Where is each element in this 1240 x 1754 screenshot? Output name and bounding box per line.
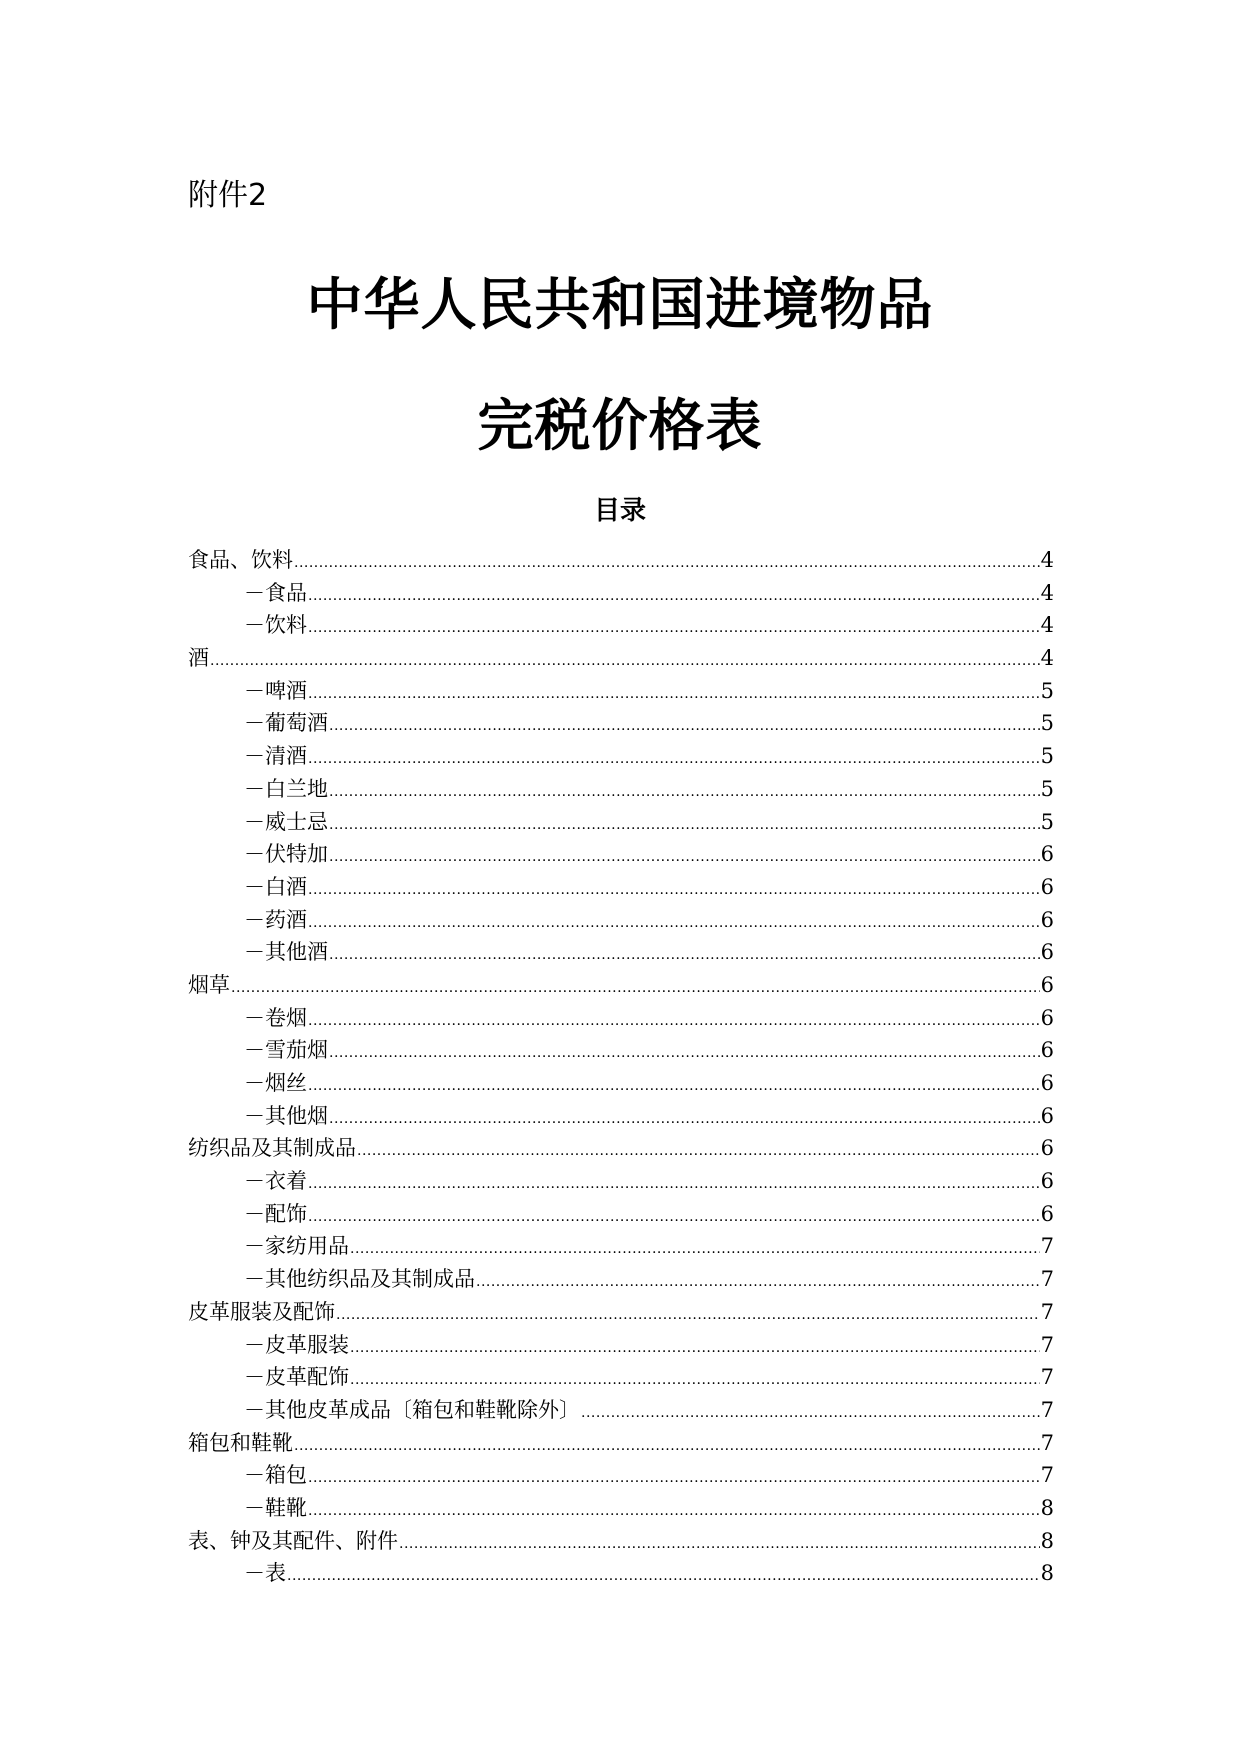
toc-entry-label: －雪茄烟: [244, 1038, 328, 1063]
toc-dot-leader: [350, 1233, 1040, 1266]
toc-dot-leader: [308, 1168, 1040, 1201]
toc-entry[interactable]: [188, 1002, 1054, 1035]
toc-entry[interactable]: [188, 871, 1054, 904]
toc-dot-leader: [329, 1103, 1040, 1136]
toc-dot-leader: [329, 841, 1040, 874]
toc-entry-page-number: 6: [1040, 940, 1054, 965]
toc-entry-page-number: 4: [1040, 646, 1054, 671]
document-title-line-2: 完税价格表: [477, 394, 763, 459]
toc-entry[interactable]: [188, 838, 1054, 871]
toc-dot-leader: [294, 547, 1040, 580]
toc-entry[interactable]: [188, 642, 1054, 675]
toc-dot-leader: [399, 1528, 1040, 1561]
toc-dot-leader: [336, 1299, 1040, 1332]
toc-entry-page-number: 6: [1040, 842, 1054, 867]
toc-entry-label: －皮革配饰: [244, 1365, 349, 1390]
toc-dot-leader: [308, 1495, 1040, 1528]
toc-entry-label: －白酒: [244, 874, 307, 899]
toc-entry-label: 箱包和鞋靴: [188, 1430, 293, 1455]
toc-entry[interactable]: [188, 1100, 1054, 1133]
toc-entry-page-number: 8: [1040, 1561, 1054, 1586]
toc-entry-page-number: 4: [1040, 613, 1054, 638]
toc-entry-label: －其他烟: [244, 1103, 328, 1128]
toc-entry[interactable]: [188, 1198, 1054, 1231]
toc-dot-leader: [308, 580, 1040, 613]
toc-dot-leader: [350, 1332, 1040, 1365]
toc-entry[interactable]: [188, 1230, 1054, 1263]
toc-entry-page-number: 5: [1040, 809, 1054, 834]
toc-entry-label: －鞋靴: [244, 1495, 307, 1520]
toc-entry-label: －皮革服装: [244, 1332, 349, 1357]
toc-entry-page-number: 5: [1040, 678, 1054, 703]
toc-entry-label: －烟丝: [244, 1071, 307, 1095]
toc-dot-leader: [210, 645, 1040, 678]
toc-entry-label: －伏特加: [244, 842, 328, 867]
document-title-line-1: 中华人民共和国进境物品: [306, 273, 934, 338]
toc-entry-label: －箱包: [244, 1463, 307, 1488]
toc-dot-leader: [308, 612, 1040, 645]
toc-entry-label: －威士忌: [244, 809, 328, 834]
toc-entry-label: －其他酒: [244, 940, 328, 965]
toc-entry-page-number: 5: [1040, 776, 1054, 801]
toc-entry-label: 烟草: [188, 972, 230, 997]
toc-entry[interactable]: [188, 1525, 1054, 1558]
toc-entry-page-number: 7: [1040, 1430, 1054, 1455]
toc-dot-leader: [308, 907, 1040, 940]
toc-entry-page-number: 6: [1040, 972, 1054, 997]
toc-dot-leader: [329, 710, 1040, 743]
toc-entry[interactable]: [188, 1492, 1054, 1525]
toc-dot-leader: [329, 776, 1040, 809]
toc-entry-page-number: 5: [1040, 744, 1054, 769]
toc-entry-page-number: 7: [1040, 1397, 1054, 1422]
toc-heading: 目录: [593, 496, 646, 526]
toc-entry-page-number: 6: [1040, 1201, 1054, 1226]
toc-dot-leader: [287, 1560, 1040, 1593]
toc-entry-label: －表: [244, 1561, 286, 1586]
table-of-contents: [188, 544, 1054, 1590]
toc-dot-leader: [357, 1135, 1040, 1168]
toc-entry[interactable]: [188, 1067, 1054, 1100]
toc-entry-page-number: 6: [1040, 1038, 1054, 1063]
toc-entry-page-number: 6: [1040, 1103, 1054, 1128]
toc-entry[interactable]: [188, 609, 1054, 642]
toc-dot-leader: [308, 743, 1040, 776]
toc-entry[interactable]: [188, 1165, 1054, 1198]
toc-entry-page-number: 7: [1040, 1267, 1054, 1292]
toc-entry-label: －白兰地: [244, 776, 328, 801]
toc-entry[interactable]: [188, 1459, 1054, 1492]
toc-entry-label: －卷烟: [244, 1005, 307, 1030]
toc-dot-leader: [308, 1070, 1040, 1103]
toc-entry-page-number: 7: [1040, 1299, 1054, 1324]
toc-dot-leader: [308, 1462, 1040, 1495]
toc-entry-label: 酒: [188, 646, 209, 671]
toc-entry[interactable]: [188, 707, 1054, 740]
toc-entry[interactable]: [188, 904, 1054, 937]
toc-entry-page-number: 5: [1040, 711, 1054, 736]
toc-dot-leader: [308, 1201, 1040, 1234]
toc-entry-page-number: 4: [1040, 548, 1054, 572]
toc-entry[interactable]: [188, 1296, 1054, 1329]
toc-entry[interactable]: [188, 1557, 1054, 1590]
toc-dot-leader: [476, 1266, 1040, 1299]
toc-dot-leader: [350, 1364, 1040, 1397]
toc-entry-page-number: 8: [1040, 1528, 1054, 1553]
toc-entry[interactable]: [188, 1132, 1054, 1165]
toc-dot-leader: [329, 1037, 1040, 1070]
toc-entry[interactable]: [188, 806, 1054, 839]
toc-entry-label: －家纺用品: [244, 1234, 349, 1259]
toc-entry-page-number: 6: [1040, 1136, 1054, 1161]
toc-entry-page-number: 7: [1040, 1463, 1054, 1488]
toc-entry-label: －配饰: [244, 1201, 307, 1226]
toc-entry-page-number: 6: [1040, 907, 1054, 932]
toc-entry-label: 纺织品及其制成品: [188, 1136, 356, 1161]
toc-dot-leader: [329, 939, 1040, 972]
toc-dot-leader: [294, 1430, 1040, 1463]
toc-entry[interactable]: [188, 1394, 1054, 1427]
toc-entry-page-number: 7: [1040, 1332, 1054, 1357]
toc-entry[interactable]: [188, 1034, 1054, 1067]
toc-entry-page-number: 6: [1040, 1005, 1054, 1030]
toc-entry[interactable]: [188, 740, 1054, 773]
toc-dot-leader: [308, 678, 1040, 711]
toc-entry-label: －其他纺织品及其制成品: [244, 1267, 475, 1292]
toc-entry-label: 皮革服装及配饰: [188, 1299, 335, 1324]
attachment-label: 附件2: [188, 178, 268, 213]
toc-entry-label: －啤酒: [244, 678, 307, 703]
toc-dot-leader: [308, 1005, 1040, 1038]
toc-entry-label: 表、钟及其配件、附件: [188, 1528, 398, 1553]
toc-entry-page-number: 6: [1040, 1169, 1054, 1194]
toc-entry[interactable]: [188, 1329, 1054, 1362]
toc-entry-label: 食品、饮料: [188, 548, 293, 572]
toc-entry[interactable]: [188, 544, 1054, 577]
toc-entry-label: －清酒: [244, 744, 307, 769]
toc-entry[interactable]: [188, 969, 1054, 1002]
toc-entry[interactable]: [188, 773, 1054, 806]
toc-dot-leader: [581, 1397, 1040, 1430]
toc-entry[interactable]: [188, 936, 1054, 969]
toc-entry-label: －葡萄酒: [244, 711, 328, 736]
toc-entry-page-number: 8: [1040, 1495, 1054, 1520]
toc-entry-page-number: 6: [1040, 1071, 1054, 1095]
toc-entry[interactable]: [188, 577, 1054, 610]
toc-entry[interactable]: [188, 1361, 1054, 1394]
toc-entry-page-number: 6: [1040, 874, 1054, 899]
toc-entry[interactable]: [188, 675, 1054, 708]
toc-entry-page-number: 7: [1040, 1234, 1054, 1259]
toc-entry-label: －衣着: [244, 1169, 307, 1194]
toc-entry-label: －其他皮革成品〔箱包和鞋靴除外〕: [244, 1397, 580, 1422]
toc-entry[interactable]: [188, 1427, 1054, 1460]
toc-entry-label: －食品: [244, 580, 307, 605]
toc-entry[interactable]: [188, 1263, 1054, 1296]
toc-dot-leader: [231, 972, 1040, 1005]
toc-dot-leader: [329, 809, 1040, 842]
toc-dot-leader: [308, 874, 1040, 907]
toc-entry-page-number: 7: [1040, 1365, 1054, 1390]
toc-entry-label: －药酒: [244, 907, 307, 932]
toc-entry-page-number: 4: [1040, 580, 1054, 605]
toc-entry-label: －饮料: [244, 613, 307, 638]
